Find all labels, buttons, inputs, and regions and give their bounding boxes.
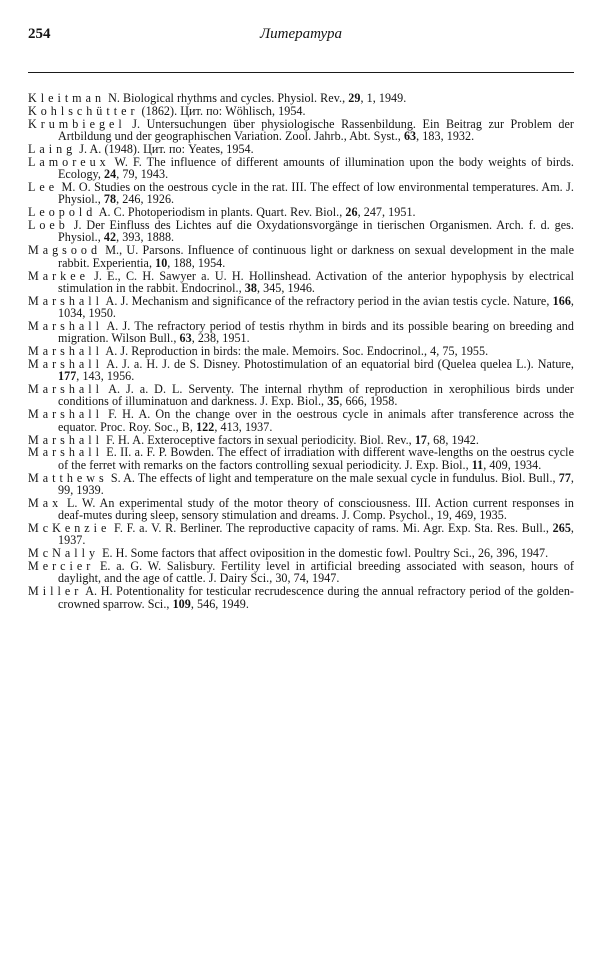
reference-tail: , 68, 1942. (427, 432, 479, 447)
reference-author: Miller (28, 584, 83, 599)
reference-author: Marshall (28, 356, 103, 371)
reference-tail: , 183, 1932. (416, 129, 475, 144)
reference-text: A. J. Mechanism and significance of the refractory period in the avian testis cycle. Nature, (103, 293, 553, 308)
header-rule (28, 72, 574, 73)
reference-text: L. W. An experimental study of the motor theory of consciousness. III. Action current responses in deaf-mutes during sleep, sensory stimulation and dreams. J. Comp. Psychol., 19, 469, 1935. (58, 495, 574, 523)
reference-author: Marshall (28, 382, 103, 397)
reference-entry (28, 446, 574, 471)
reference-text: A. H. Potentionality for testicular recrudescence during the annual refractory period of the golden-crowned sparrow. Sci., (58, 584, 574, 611)
reference-text: S. A. The effects of light and temperature on the male sexual cycle in fundulus. Biol. Bull., (107, 470, 559, 485)
reference-text: J. A. (1948). Цит. по: Yeates, 1954. (76, 141, 254, 156)
reference-tail: , 393, 1888. (116, 230, 175, 245)
reference-volume: 10 (155, 255, 168, 270)
reference-author: Max (28, 495, 63, 510)
reference-entry (28, 497, 574, 522)
reference-text: N. Biological rhythms and cycles. Physiol. Rev., (105, 91, 349, 105)
reference-text: E. II. a. F. P. Bowden. The effect of irradiation with different wave-lengths on the oestrus cycle of the ferret with remarks on the factors controlling sexual periodicity. J. Exp. Biol., (58, 445, 574, 472)
reference-entry (28, 560, 574, 585)
reference-entry (28, 295, 574, 320)
reference-text: M., U. Parsons. Influence of continuous light or darkness on sexual development in the male rabbit. Experientia, (58, 243, 574, 270)
reference-list (28, 92, 574, 610)
reference-author: Matthews (28, 470, 108, 485)
reference-tail: , 238, 1951. (191, 331, 250, 346)
reference-volume: 177 (58, 369, 77, 384)
reference-author: Markee (28, 268, 89, 283)
reference-volume: 63 (403, 129, 417, 144)
reference-author: McNally (28, 546, 99, 561)
reference-text: W. F. The influence of different amounts of illumination upon the body weights of birds. Ecology, (58, 154, 574, 182)
reference-text: F. H. A. On the change over in the oestrous cycle in animals after transference across the equator. Proc. Roy. Soc., B, (58, 407, 574, 434)
reference-author: Kohlschütter (28, 103, 139, 118)
reference-entry (28, 206, 574, 218)
reference-entry (28, 434, 574, 446)
reference-volume: 38 (244, 280, 257, 295)
reference-tail: , 246, 1926. (116, 192, 175, 207)
reference-text: J. E., C. H. Sawyer a. U. H. Hollinshead. Activation of the anterior hypophysis by electrical stimulation in the rabbit. Endocrinol., (58, 268, 574, 295)
reference-tail: , 546, 1949. (190, 596, 249, 611)
reference-entry (28, 156, 574, 181)
reference-volume: 24 (104, 167, 117, 182)
reference-author: Magsood (28, 243, 102, 258)
reference-author: Marshall (28, 445, 103, 460)
reference-text: A. J. Reproduction in birds: the male. Memoirs. Soc. Endocrinol., 4, 75, 1955. (103, 344, 489, 359)
reference-volume: 265 (552, 520, 571, 535)
reference-tail: , 413, 1937. (214, 419, 273, 434)
reference-tail: , 1034, 1950. (58, 293, 574, 320)
reference-entry (28, 244, 574, 269)
reference-author: Loeb (28, 218, 69, 233)
reference-entry (28, 105, 574, 117)
reference-text: A. J. a. H. J. de S. Disney. Photostimulation of an equatorial bird (Quelea quelea L.). Nature, (103, 356, 574, 371)
reference-volume: 77 (558, 470, 571, 485)
reference-author: Leopold (28, 205, 97, 220)
page-header (28, 14, 574, 42)
reference-entry (28, 270, 574, 295)
reference-tail: , 409, 1934. (483, 457, 542, 472)
page-number: 254 (28, 26, 51, 42)
running-title: Литература (259, 26, 343, 42)
reference-text: M. O. Studies on the oestrous cycle in the rat. III. The effect of low environmental temperatures. Am. J. Physiol., (58, 180, 574, 207)
reference-volume: 42 (103, 230, 117, 245)
reference-volume: 35 (327, 394, 340, 409)
reference-author: Marshall (28, 318, 103, 333)
reference-tail: , 79, 1943. (116, 167, 169, 182)
reference-text: J. Untersuchungen über physiologische Rassenbildung. Ein Beitrag zur Problem der Artbildung und der geographischen Variation. Zool. Jahrb., Abt. Syst., (58, 116, 574, 144)
reference-tail: , 666, 1958. (339, 394, 398, 409)
reference-text: A. J. The refractory period of testis rhythm in birds and its possible bearing on breeding and migration. Wilson Bull., (58, 318, 574, 346)
reference-text: A. J. a. D. L. Serventy. The internal rhythm of reproduction in xerophilious birds under conditions of illuminatuon and darkness. J. Exp. Biol., (58, 382, 574, 409)
reference-entry (28, 585, 574, 610)
reference-author: Marshall (28, 432, 103, 447)
reference-entry (28, 320, 574, 345)
reference-entry (28, 408, 574, 433)
reference-volume: 78 (103, 192, 117, 207)
reference-entry (28, 219, 574, 244)
reference-entry (28, 358, 574, 383)
reference-text: E. H. Some factors that affect oviposition in the domestic fowl. Poultry Sci., 26, 396, 1947. (99, 546, 549, 561)
reference-entry (28, 118, 574, 143)
reference-volume: 109 (172, 596, 191, 611)
reference-author: Lamoreux (28, 154, 110, 169)
reference-text: A. C. Photoperiodism in plants. Quart. Rev. Biol., (96, 205, 346, 220)
reference-entry (28, 472, 574, 497)
reference-volume: 63 (179, 331, 192, 346)
reference-tail: , 247, 1951. (357, 205, 416, 220)
reference-tail: , 188, 1954. (167, 255, 226, 270)
reference-volume: 122 (196, 419, 215, 434)
reference-volume: 11 (471, 457, 484, 472)
reference-text: F. F. a. V. R. Berliner. The reproductive capacity of rams. Mi. Agr. Exp. Sta. Res. Bull., (110, 520, 553, 535)
reference-author: Marshall (28, 293, 103, 308)
reference-text: F. H. A. Exteroceptive factors in sexual periodicity. Biol. Rev., (103, 432, 415, 447)
reference-author: McKenzie (28, 520, 111, 535)
reference-author: Lee (28, 180, 59, 195)
reference-tail: , 99, 1939. (58, 470, 574, 497)
reference-volume: 26 (345, 205, 358, 220)
reference-tail: , 1, 1949. (360, 91, 407, 105)
reference-volume: 166 (552, 293, 571, 308)
reference-author: Mercier (28, 559, 95, 574)
reference-entry (28, 522, 574, 547)
reference-entry (28, 143, 574, 155)
reference-author: Marshall (28, 344, 103, 359)
reference-author: Marshall (28, 407, 103, 422)
reference-tail: , 345, 1946. (256, 280, 315, 295)
reference-text: J. Der Einfluss des Lichtes auf die Oxydationsvorgänge in tierischen Organismen. Arch. f. d. ges. Physiol., (58, 218, 574, 245)
reference-entry (28, 547, 574, 559)
reference-author: Kleitman (28, 91, 106, 105)
reference-entry (28, 181, 574, 206)
reference-volume: 17 (414, 432, 428, 447)
reference-text: (1862). Цит. по: Wöhlisch, 1954. (138, 103, 306, 118)
reference-volume: 29 (348, 91, 361, 105)
reference-author: Krumbiegel (28, 116, 126, 131)
reference-tail: , 143, 1956. (76, 369, 135, 384)
reference-tail: , 1937. (58, 520, 574, 548)
reference-text: E. a. G. W. Salisbury. Fertility level in artificial breeding associated with season, hours of daylight, and the age of cattle. J. Dairy Sci., 30, 74, 1947. (58, 559, 574, 586)
reference-author: Laing (28, 141, 77, 156)
reference-entry (28, 383, 574, 408)
reference-entry (28, 345, 574, 357)
reference-entry (28, 92, 574, 104)
